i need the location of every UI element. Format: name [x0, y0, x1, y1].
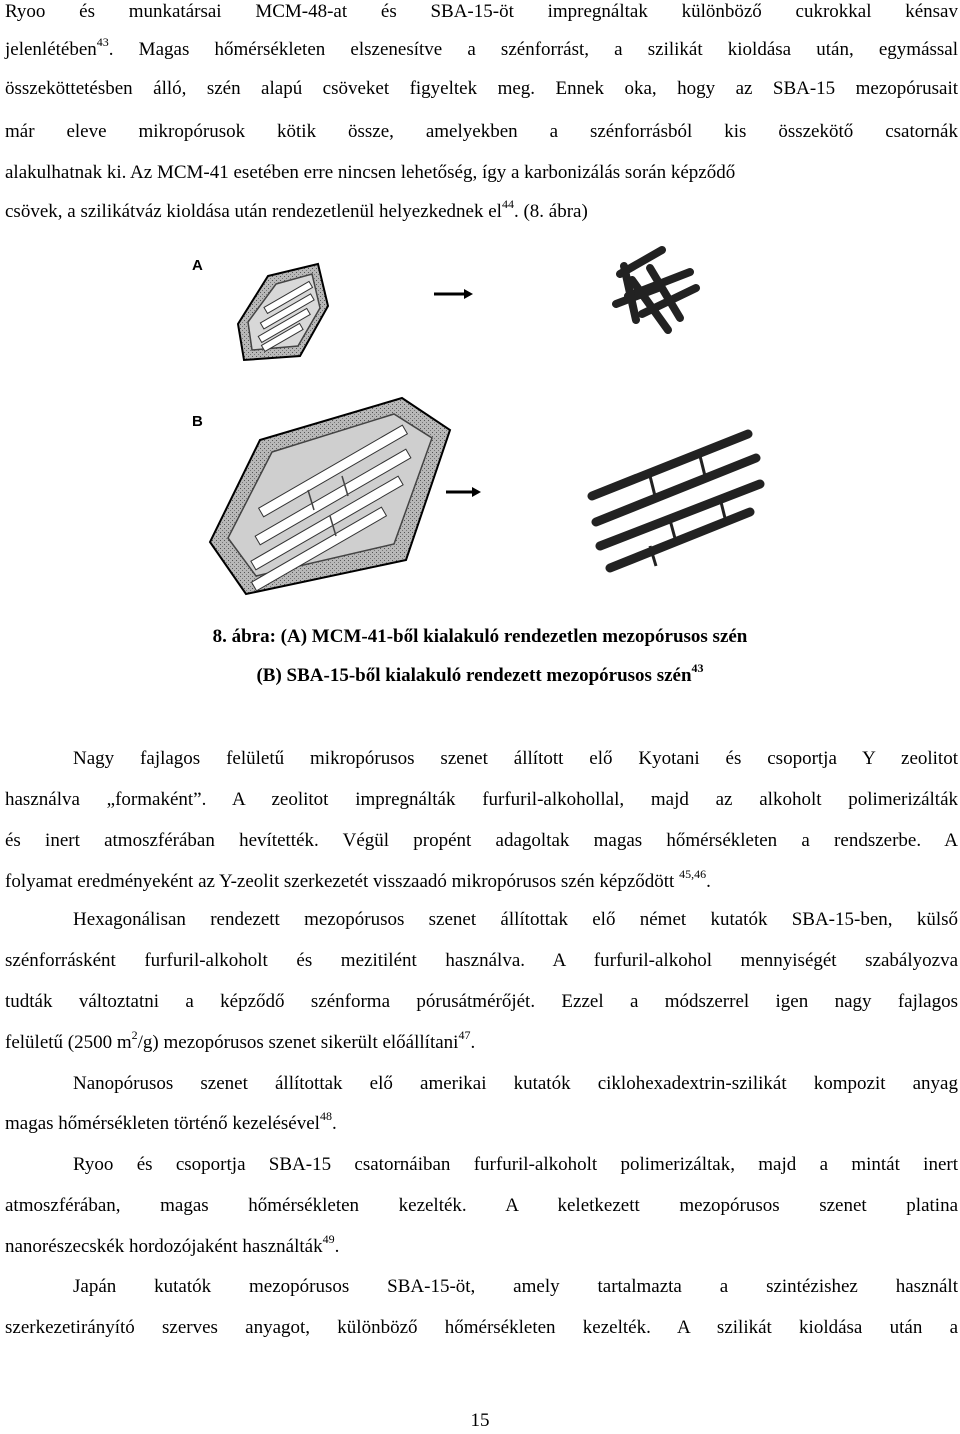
text-segment: .	[331, 1113, 337, 1134]
reference-superscript: 43	[96, 34, 109, 49]
arrow-b	[446, 487, 481, 497]
text-segment: /g) mezopórusos szenet sikerült előállítani	[137, 1032, 459, 1053]
text-segment: folyamat eredményeként az Y-zeolit szerkezetét visszaadó mikropórusos szén képződött	[5, 871, 680, 892]
paragraph5-line2: atmoszférában, magas hőmérsékleten kezelték. A keletkezett mezopórusos szenet platina	[5, 1195, 958, 1216]
panel-label-a: A	[192, 257, 203, 274]
text-segment: .	[334, 1236, 340, 1257]
caption-text: (B) SBA-15-ből kialakuló rendezett mezopórusos szén	[256, 665, 692, 686]
paragraph3-line1: Hexagonálisan rendezett mezopórusos szenet állítottak elő német kutatók SBA-15-ben, külső	[73, 909, 958, 930]
text-segment: .	[706, 871, 711, 892]
unit-superscript: 2	[131, 1027, 138, 1042]
reference-superscript: 48	[319, 1108, 332, 1123]
paragraph3-line3: tudták változtatni a képződő szénforma pórusátmérőjét. Ezzel a módszerrel igen nagy fajlagos	[5, 991, 958, 1012]
sba15-silica-template	[210, 398, 450, 594]
paragraph1-line2	[5, 34, 958, 62]
paragraph6-line1: Japán kutatók mezopórusos SBA-15-öt, amely tartalmazta a szintézishez használt	[73, 1276, 958, 1297]
text-segment: magas hőmérsékleten történő kezelésével	[5, 1113, 320, 1134]
reference-superscript: 44	[501, 196, 514, 211]
paragraph1-line1: Ryoo és munkatársai MCM-48-at és SBA-15-öt impregnáltak különböző cukrokkal kénsav	[5, 1, 958, 22]
reference-superscript: 43	[691, 660, 704, 675]
figure-caption-line2	[0, 660, 960, 688]
paragraph2-line2: használva „formaként”. A zeolitot impregnálták furfuril-alkohollal, majd az alkoholt polimerizálták	[5, 789, 958, 810]
mcm41-silica-template	[238, 264, 328, 360]
paragraph4-line1: Nanopórusos szenet állítottak elő amerikai kutatók ciklohexadextrin-szilikát kompozit anyag	[73, 1073, 958, 1094]
text-segment: csövek, a szilikátváz kioldása után rendezetlenül helyezkednek el	[5, 201, 502, 222]
text-segment: . Magas hőmérsékleten elszenesítve a szénforrást, a szilikát kioldása után, egymással	[108, 39, 958, 60]
disordered-carbon-rods	[616, 250, 696, 330]
paragraph1-line6	[5, 196, 958, 224]
reference-superscript: 47	[458, 1027, 471, 1042]
figure-8-illustration	[180, 240, 780, 600]
arrow-a	[434, 289, 473, 299]
text-segment: jelenlétében	[5, 39, 97, 60]
reference-superscript: 49	[322, 1231, 335, 1246]
paragraph5-line1: Ryoo és csoportja SBA-15 csatornáiban furfuril-alkoholt polimerizáltak, majd a mintát inert	[73, 1154, 958, 1175]
paragraph1-line4: már eleve mikropórusok kötik össze, amelyekben a szénforrásból kis összekötő csatornák	[5, 121, 958, 142]
paragraph3-line2: szénforrásként furfuril-alkoholt és mezitilént használva. A furfuril-alkohol mennyiségét szabályozva	[5, 950, 958, 971]
paragraph3-line4	[5, 1027, 958, 1055]
ordered-carbon-rods	[592, 434, 760, 568]
text-segment: felületű (2500 m	[5, 1032, 132, 1053]
paragraph4-line2	[5, 1108, 958, 1136]
page-number: 15	[470, 1410, 490, 1431]
figure-caption-line1: 8. ábra: (A) MCM-41-ből kialakuló rendezetlen mezopórusos szén	[212, 626, 748, 647]
paragraph1-line5: alakulhatnak ki. Az MCM-41 esetében erre nincsen lehetőség, így a karbonizálás során képződő	[5, 162, 736, 183]
paragraph2-line1: Nagy fajlagos felületű mikropórusos szenet állított elő Kyotani és csoportja Y zeolitot	[73, 748, 958, 769]
panel-label-b: B	[192, 413, 203, 430]
paragraph5-line3	[5, 1231, 958, 1259]
paragraph2-line4	[5, 866, 958, 894]
paragraph1-line3: összeköttetésben álló, szén alapú csöveket figyeltek meg. Ennek oka, hogy az SBA-15 mezopórusait	[5, 78, 958, 99]
text-segment: nanorészecskék hordozójaként használták	[5, 1236, 323, 1257]
text-segment: .	[470, 1032, 476, 1053]
reference-superscript: 45,46	[679, 866, 707, 881]
text-segment: . (8. ábra)	[513, 201, 588, 222]
paragraph2-line3: és inert atmoszférában hevítették. Végül propént adagoltak magas hőmérsékleten a rendszerbe. A	[5, 830, 958, 851]
paragraph6-line2: szerkezetirányító szerves anyagot, különböző hőmérsékleten kezelték. A szilikát kioldása után a	[5, 1317, 958, 1338]
